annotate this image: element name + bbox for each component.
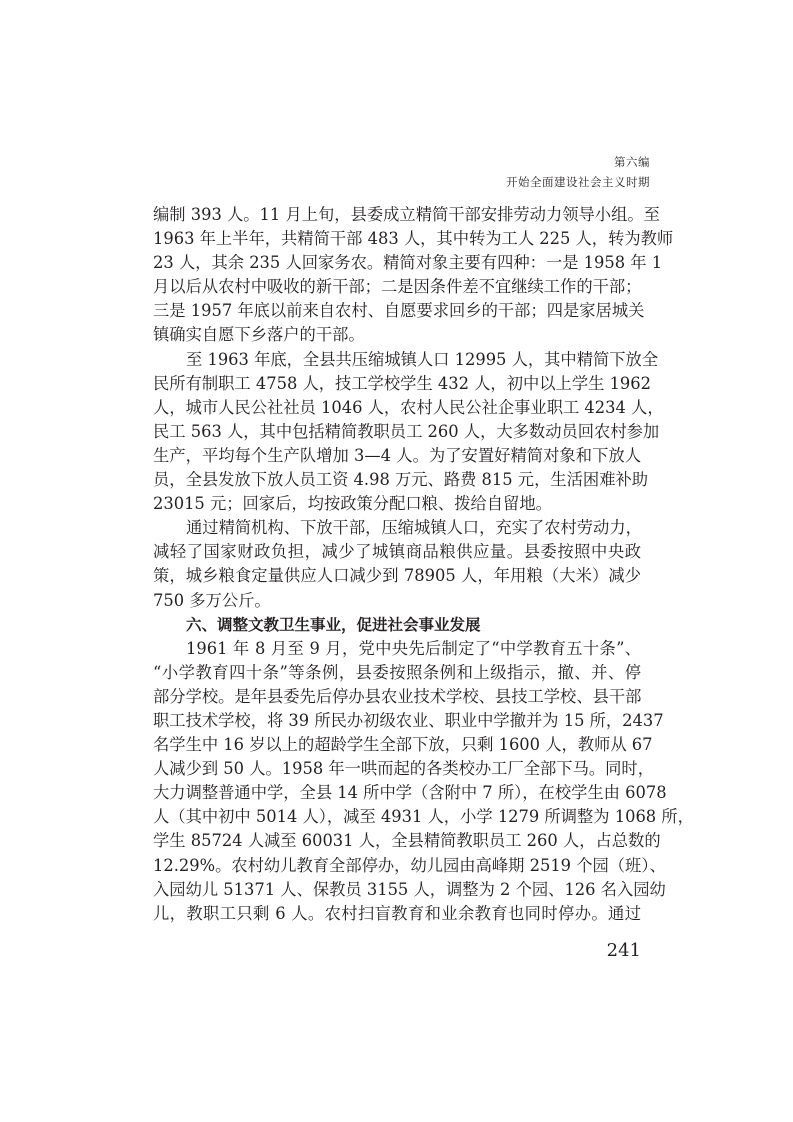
text-line: 名学生中 16 岁以上的超龄学生全部下放，只剩 1600 人，教师从 67 — [153, 735, 653, 755]
text-line: 儿，教职工只剩 6 人。农村扫盲教育和业余教育也同时停办。通过 — [153, 903, 641, 923]
text-line: 至 1963 年底，全县共压缩城镇人口 12995 人，其中精简下放全 — [186, 349, 659, 369]
text-line: 750 多万公斤。 — [153, 590, 271, 610]
text-line: 入园幼儿 51371 人、保教员 3155 人，调整为 2 个园、126 名入园幼 — [153, 879, 666, 899]
text-line: 1961 年 8 月至 9 月，党中央先后制定了“中学教育五十条”、 — [186, 638, 641, 658]
text-line: 三是 1957 年底以前来自农村、自愿要求回乡的干部；四是家居城关 — [153, 301, 645, 321]
text-line: 民所有制职工 4758 人，技工学校学生 432 人，初中以上学生 1962 — [153, 373, 652, 393]
section-heading: 六、调整文教卫生事业，促进社会事业发展 — [186, 615, 481, 634]
header-part: 第六编 — [614, 155, 650, 169]
header-title: 开始全面建设社会主义时期 — [506, 175, 650, 189]
text-line: 1963 年上半年，共精简干部 483 人，其中转为工人 225 人，转为教师 — [153, 229, 674, 249]
text-line: 人（其中初中 5014 人），减至 4931 人，小学 1279 所调整为 1068 所， — [153, 807, 694, 827]
text-line: 减轻了国家财政负担，减少了城镇商品粮供应量。县委按照中央政 — [153, 542, 641, 562]
text-line: 部分学校。是年县委先后停办县农业技术学校、县技工学校、县干部 — [153, 686, 642, 706]
text-line: 23 人，其余 235 人回家务农。精简对象主要有四种：一是 1958 年 1 — [153, 253, 663, 273]
text-line: 生产，平均每个生产队增加 3—4 人。为了安置好精简对象和下放人 — [153, 445, 641, 465]
text-line: 23015 元；回家后，均按政策分配口粮、拨给自留地。 — [153, 494, 552, 514]
body-text — [153, 203, 694, 926]
text-line: 员，全县发放下放人员工资 4.98 万元、路费 815 元，生活困难补助 — [153, 470, 649, 490]
text-line: 月以后从农村中吸收的新干部；二是因条件差不宜继续工作的干部； — [153, 277, 642, 297]
text-line: 人减少到 50 人。1958 年一哄而起的各类校办工厂全部下马。同时， — [153, 759, 654, 779]
text-line: 人，城市人民公社社员 1046 人，农村人民公社企事业职工 4234 人， — [153, 397, 664, 417]
page-number: 241 — [606, 940, 641, 961]
text-line: 学生 85724 人减至 60031 人，全县精简教职员工 260 人，占总数的 — [153, 831, 661, 851]
text-line: “小学教育四十条”等条例，县委按照条例和上级指示，撤、并、停 — [153, 662, 641, 682]
text-line: 大力调整普通中学，全县 14 所中学（含附中 7 所），在校学生由 6078 — [153, 783, 667, 803]
text-line: 编制 393 人。11 月上旬，县委成立精简干部安排劳动力领导小组。至 — [153, 205, 660, 224]
running-header — [506, 152, 650, 192]
text-line: 民工 563 人，其中包括精简教职员工 260 人，大多数动员回农村参加 — [153, 421, 660, 441]
text-line: 镇确实自愿下乡落户的干部。 — [153, 325, 365, 345]
text-line: 12.29%。农村幼儿教育全部停办，幼儿园由高峰期 2519 个园（班）、 — [153, 855, 666, 875]
text-line: 职工技术学校，将 39 所民办初级农业、职业中学撤并为 15 所，2437 — [153, 710, 664, 730]
text-line: 策，城乡粮食定量供应人口减少到 78905 人，年用粮（大米）减少 — [153, 566, 641, 586]
text-line: 通过精简机构、下放干部，压缩城镇人口，充实了农村劳动力， — [186, 518, 642, 538]
